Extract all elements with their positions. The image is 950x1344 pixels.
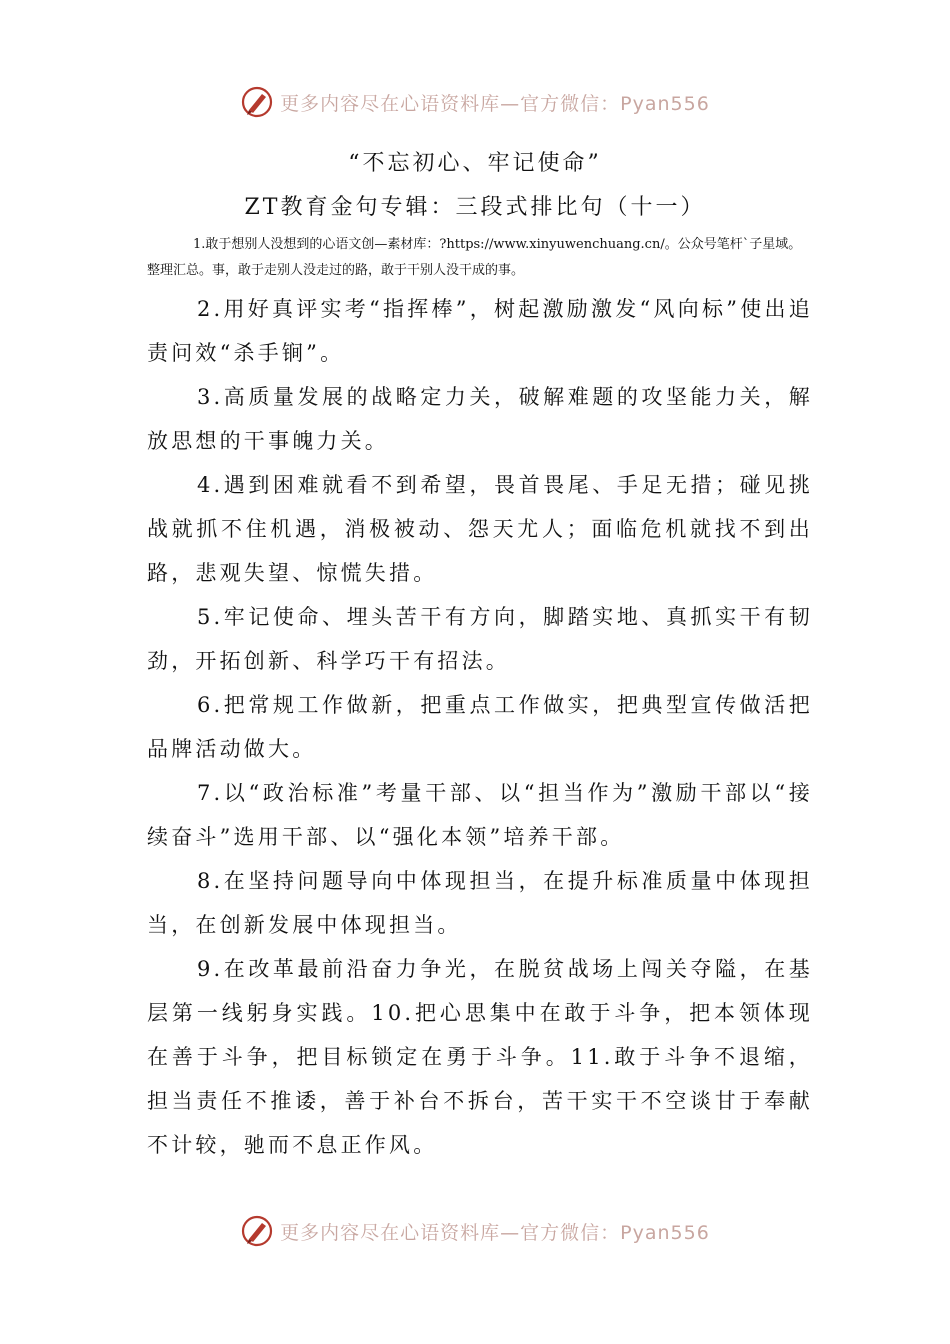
page-title: “不忘初心、牢记使命” (348, 151, 602, 176)
paragraph-4: 4.遇到困难就看不到希望，畏首畏尾、手足无措；碰见挑战就抓不住机遇，消极被动、怨天尤人；面临危机就找不到出路，悲观失望、惊慌失措。 (147, 473, 813, 585)
pen-logo-icon (240, 1214, 274, 1248)
banner-text: 更多内容尽在心语资料库—官方微信：Pyan556 (280, 1221, 710, 1244)
paragraph-7: 7.以“政治标准”考量干部、以“担当作为”激励干部以“接续奋斗”选用干部、以“强化本领”培养干部。 (147, 781, 813, 849)
paragraph-3: 3.高质量发展的战略定力关，破解难题的攻坚能力关，解放思想的干事魄力关。 (147, 385, 813, 453)
page-subtitle: ZT教育金句专辑：三段式排比句（十一） (244, 195, 706, 220)
paragraph-6: 6.把常规工作做新，把重点工作做实，把典型宣传做活把品牌活动做大。 (147, 693, 813, 761)
header-banner (0, 82, 950, 122)
paragraph-2: 2.用好真评实考“指挥棒”，树起激励激发“风向标”使出追责问效“杀手锏”。 (147, 297, 813, 365)
document-body (147, 287, 813, 1167)
paragraph-8: 8.在坚持问题导向中体现担当，在提升标准质量中体现担当，在创新发展中体现担当。 (147, 869, 813, 937)
paragraph-9-11: 9.在改革最前沿奋力争光，在脱贫战场上闯关夺隘，在基层第一线躬身实践。10.把心思集中在敢于斗争，把本领体现在善于斗争，把目标锁定在勇于斗争。11.敢于斗争不退缩，担当责任不推诿，善于补台不拆台，苦干实干不空谈甘于奉献不计较，驰而不息正作风。 (147, 957, 813, 1157)
pen-logo-icon (240, 85, 274, 119)
footer-banner (0, 1211, 950, 1251)
paragraph-5: 5.牢记使命、埋头苦干有方向，脚踏实地、真抓实干有韧劲，开拓创新、科学巧干有招法。 (147, 605, 813, 673)
intro-paragraph: 1.敢于想别人没想到的心语文创—素材库：?https://www.xinyuwenchuang.cn/。公众号笔杆`子星域。整理汇总。事，敢于走别人没走过的路，敢于干别人没干成的事。 (147, 237, 802, 278)
banner-text: 更多内容尽在心语资料库—官方微信：Pyan556 (280, 92, 710, 115)
